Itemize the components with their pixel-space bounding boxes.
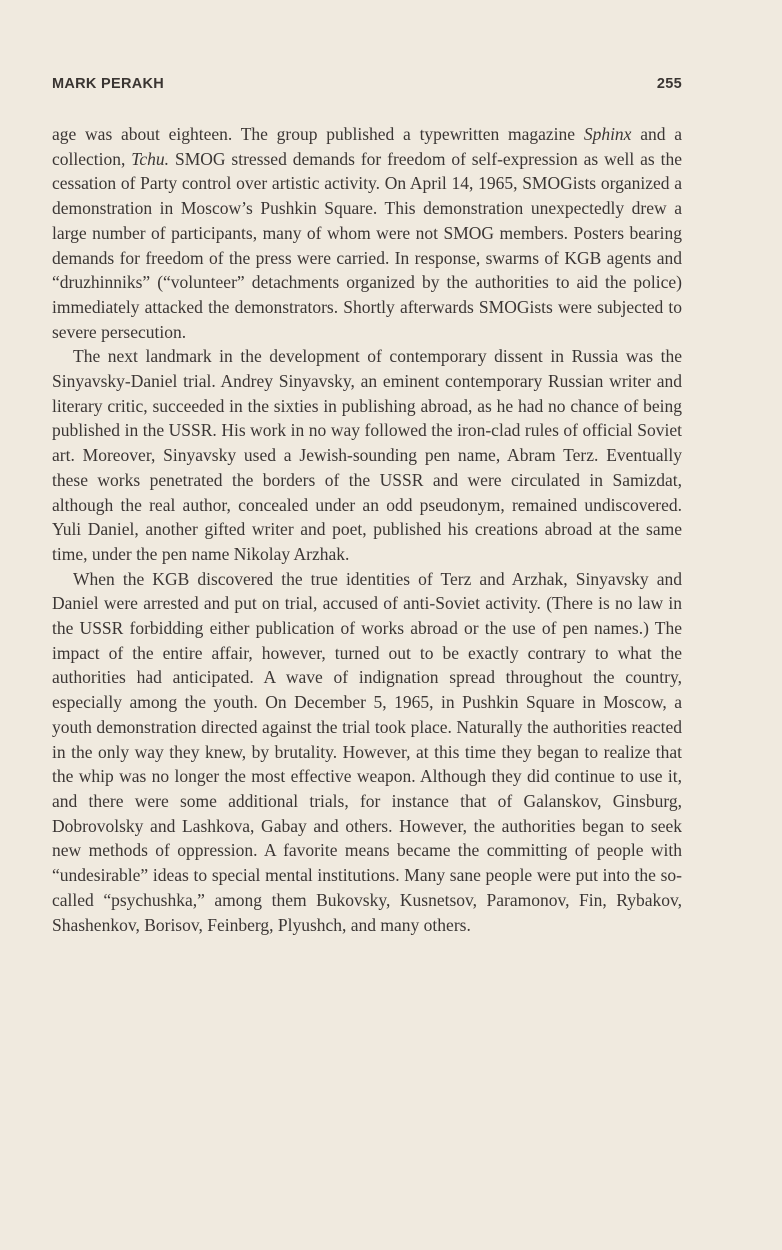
collection-title-tchu: Tchu. (131, 148, 170, 169)
running-head-author: MARK PERAKH (52, 76, 165, 92)
magazine-title-sphinx: Sphinx (583, 124, 632, 144)
paragraph-smog (52, 122, 682, 344)
text-segment: and a collection, (52, 124, 682, 169)
paragraph-kgb-trial (52, 567, 682, 938)
body-text (52, 122, 682, 937)
text-segment: age was about eighteen. The group published a typewritten magazine (52, 124, 584, 144)
text-segment: When the KGB discovered the true identities of Terz and Arzhak, Sinyavsky and Daniel were arrested and put on trial, accused of anti-Soviet activity. (There is no law in the USSR forbidding either publication of works abroad or the use of pen names.) The impact of the entire affair, however, turned out to be exactly contrary to what the authorities had anticipated. A wave of indignation spread throughout the country, especially among the youth. On December 5, 1965, in Pushkin Square in Moscow, a youth demonstration directed against the trial took place. Naturally the authorities reacted in the only way they knew, by brutality. However, at this time they began to realize that the whip was no longer the most effective weapon. Although they did continue to use it, and there were some additional trials, for instance that of Galanskov, Ginsburg, Dobrovolsky and Lashkova, Gabay and others. However, the authorities began to seek new methods of oppression. A favorite means became the committing of people with “undesirable” ideas to special mental institutions. Many sane people were put into the so-called “psychushka,” among them Bukovsky, Kusnetsov, Paramonov, Fin, Rybakov, Shashenkov, Borisov, Feinberg, Plyushch, and many others. (52, 568, 682, 935)
paragraph-sinyavsky-daniel (52, 344, 682, 566)
text-segment: SMOG stressed demands for freedom of self-expression as well as the cessation of Party control over artistic activity. On April 14, 1965, SMOGists organized a demonstration in Moscow’s Pushkin Square. This demonstration unexpectedly drew a large number of participants, many of whom were not SMOG members. Posters bearing demands for freedom of the press were carried. In response, swarms of KGB agents and “druzhinniks” (“volunteer” detachments organized by the authorities to aid the police) immediately attacked the demonstrators. Shortly afterwards SMOGists were subjected to severe persecution. (52, 148, 682, 342)
running-head (52, 76, 682, 96)
text-segment: The next landmark in the development of contemporary dissent in Russia was the Sinyavsky-Daniel trial. Andrey Sinyavsky, an eminent contemporary Russian writer and literary critic, succeeded in the sixties in publishing abroad, as he had no chance of being published in the USSR. His work in no way followed the iron-clad rules of official Soviet art. Moreover, Sinyavsky used a Jewish-sounding pen name, Abram Terz. Eventually these works penetrated the borders of the USSR and were circulated in Samizdat, although the real author, concealed under an odd pseudonym, remained undiscovered. Yuli Daniel, another gifted writer and poet, published his creations abroad at the same time, under the pen name Nikolay Arzhak. (52, 346, 682, 564)
page-number: 255 (656, 76, 682, 92)
